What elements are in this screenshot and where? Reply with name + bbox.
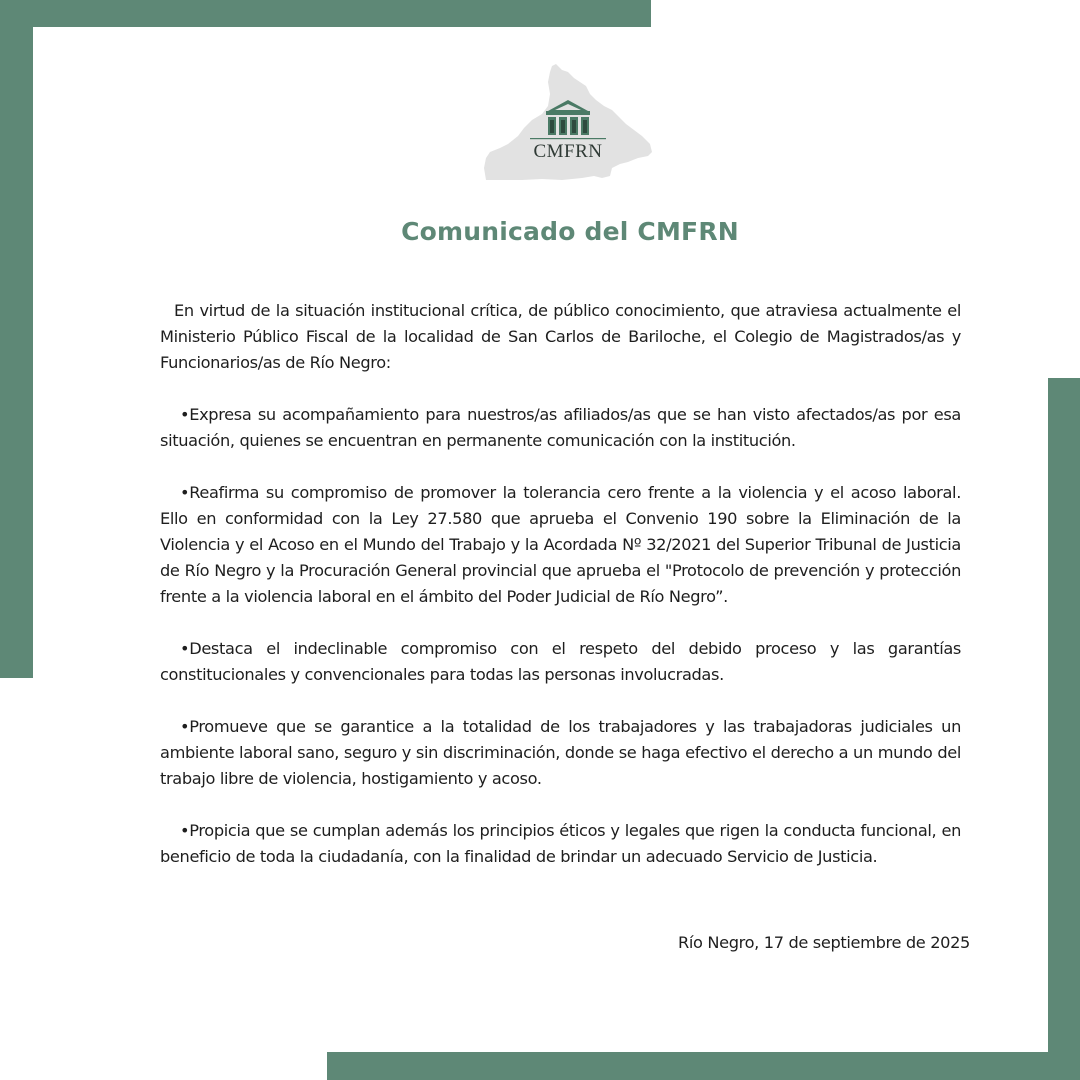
- bullet-item: •Reafirma su compromiso de promover la tolerancia cero frente a la violencia y el acoso laboral. Ello en conformidad con la Ley 27.580 que aprueba el Convenio 190 sobre la Eliminación de la Violencia y el Acoso en el Mundo del Trabajo y la Acordada Nº 32/2021 del Superior Tribunal de Justicia de Río Negro y la Procuración General provincial que aprueba el "Protocolo de prevención y protección frente a la violencia laboral en el ámbito del Poder Judicial de Río Negro”.: [160, 483, 961, 606]
- bullet-item: •Expresa su acompañamiento para nuestros/as afiliados/as que se han visto afectados/as por esa situación, quienes se encuentran en permanente comunicación con la institución.: [160, 405, 961, 450]
- page-title: Comunicado del CMFRN: [401, 217, 739, 246]
- courthouse-icon: [482, 64, 654, 182]
- logo-text: CMFRN: [533, 141, 603, 162]
- signature-date: Río Negro, 17 de septiembre de 2025: [677, 933, 970, 952]
- bullet-item: •Destaca el indeclinable compromiso con el respeto del debido proceso y las garantías constitucionales y convencionales para todas las personas involucradas.: [160, 639, 961, 684]
- decorative-band-top: [0, 0, 651, 27]
- statement-body: [160, 298, 961, 870]
- intro-paragraph: En virtud de la situación institucional crítica, de público conocimiento, que atraviesa actualmente el Ministerio Público Fiscal de la localidad de San Carlos de Bariloche, el Colegio de Magistrados/as y Funcionarios/as de Río Negro:: [160, 301, 961, 372]
- bullet-item: •Propicia que se cumplan además los principios éticos y legales que rigen la conducta funcional, en beneficio de toda la ciudadanía, con la finalidad de brindar un adecuado Servicio de Justicia.: [160, 821, 961, 866]
- cmfrn-logo: [482, 64, 654, 182]
- bullet-item: •Promueve que se garantice a la totalidad de los trabajadores y las trabajadoras judiciales un ambiente laboral sano, seguro y sin discriminación, donde se haga efectivo el derecho a un mundo del trabajo libre de violencia, hostigamiento y acoso.: [160, 717, 961, 788]
- decorative-band-left: [0, 0, 33, 678]
- decorative-band-bottom: [327, 1052, 1080, 1080]
- decorative-band-right: [1048, 378, 1080, 1080]
